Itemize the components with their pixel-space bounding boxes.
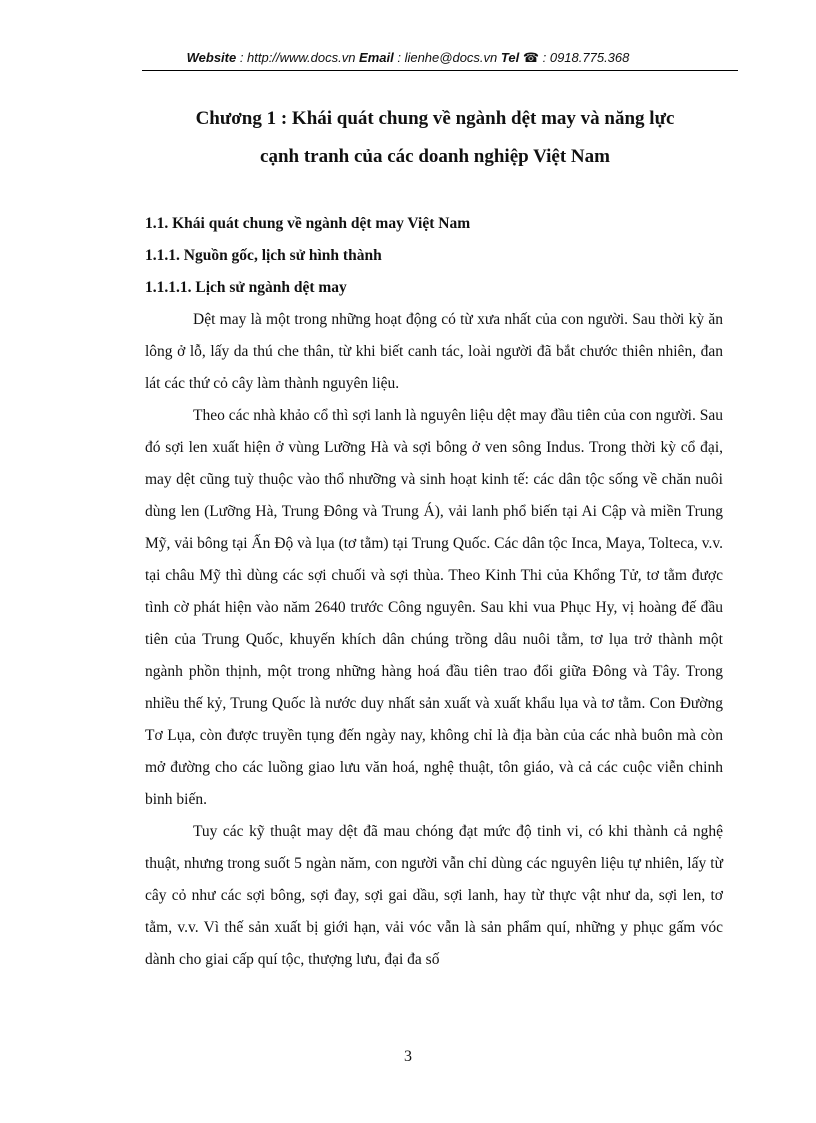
section-heading-1-1-1-1: 1.1.1.1. Lịch sử ngành dệt may bbox=[145, 279, 347, 296]
chapter-title-line-1: Chương 1 : Khái quát chung về ngành dệt may và năng lực bbox=[195, 108, 675, 129]
tel-value: ☎ : 0918.775.368 bbox=[519, 50, 630, 65]
paragraph-2: Theo các nhà khảo cổ thì sợi lanh là nguyên liệu dệt may đầu tiên của con người. Sau đó sợi len xuất hiện ở vùng Lưỡng Hà và sợi bông ở ven sông Indus. Trong thời kỳ cổ đại, may dệt cũng tuỳ thuộc vào thổ nhưỡng và sinh hoạt kinh tế: các dân tộc sống về chăn nuôi dùng len (Lưỡng Hà, Trung Đông và Trung Á), vải lanh phổ biến tại Ai Cập và miền Trung Mỹ, vải bông tại Ấn Độ và lụa (tơ tằm) tại Trung Quốc. Các dân tộc Inca, Maya, Tolteca, v.v. tại châu Mỹ thì dùng các sợi chuối và sợi thùa. Theo Kinh Thi của Khổng Tử, tơ tằm được tình cờ phát hiện vào năm 2640 trước Công nguyên. Sau khi vua Phục Hy, vị hoàng đế đầu tiên của Trung Quốc, khuyến khích dân chúng trồng dâu nuôi tằm, tơ lụa trở thành một ngành phồn thịnh, một trong những hàng hoá đầu tiên trao đổi giữa Đông và Tây. Trong nhiều thế kỷ, Trung Quốc là nước duy nhất sản xuất và xuất khẩu lụa và tơ tằm. Con Đường Tơ Lụa, còn được truyền tụng đến ngày nay, không chỉ là địa bàn của các nhà buôn mà còn mở đường cho các luồng giao lưu văn hoá, nghệ thuật, tôn giáo, và cả các cuộc viễn chinh binh biến. bbox=[145, 407, 723, 808]
email-value: : lienhe@docs.vn bbox=[393, 50, 501, 65]
website-value: : http://www.docs.vn bbox=[236, 50, 360, 65]
section-heading-1-1-1: 1.1.1. Nguồn gốc, lịch sử hình thành bbox=[145, 247, 382, 264]
page-number: 3 bbox=[404, 1048, 412, 1065]
chapter-title bbox=[145, 100, 725, 176]
tel-label: Tel bbox=[500, 50, 520, 65]
paragraph-1: Dệt may là một trong những hoạt động có từ xưa nhất của con người. Sau thời kỳ ăn lông ở lỗ, lấy da thú che thân, từ khi biết canh tác, loài người đã bắt chước thiên nhiên, đan lát các thứ cỏ cây làm thành nguyên liệu. bbox=[145, 311, 723, 392]
paragraph-3: Tuy các kỹ thuật may dệt đã mau chóng đạt mức độ tinh vi, có khi thành cả nghệ thuật, nhưng trong suốt 5 ngàn năm, con người vẫn chỉ dùng các nguyên liệu tự nhiên, lấy từ cây cỏ như các sợi bông, sợi đay, sợi gai dầu, sợi lanh, hay từ thực vật như da, sợi len, tơ tằm, v.v. Vì thế sản xuất bị giới hạn, vải vóc vẫn là sản phẩm quí, những y phục gấm vóc dành cho giai cấp quí tộc, thượng lưu, đại đa số bbox=[145, 823, 723, 968]
page-header bbox=[0, 50, 816, 66]
website-label: Website bbox=[186, 50, 237, 65]
chapter-title-line-2: cạnh tranh của các doanh nghiệp Việt Nam bbox=[260, 146, 610, 167]
document-body bbox=[145, 208, 723, 976]
section-heading-1-1: 1.1. Khái quát chung về ngành dệt may Việt Nam bbox=[145, 215, 471, 232]
header-rule bbox=[142, 70, 738, 71]
email-label: Email bbox=[359, 50, 394, 65]
